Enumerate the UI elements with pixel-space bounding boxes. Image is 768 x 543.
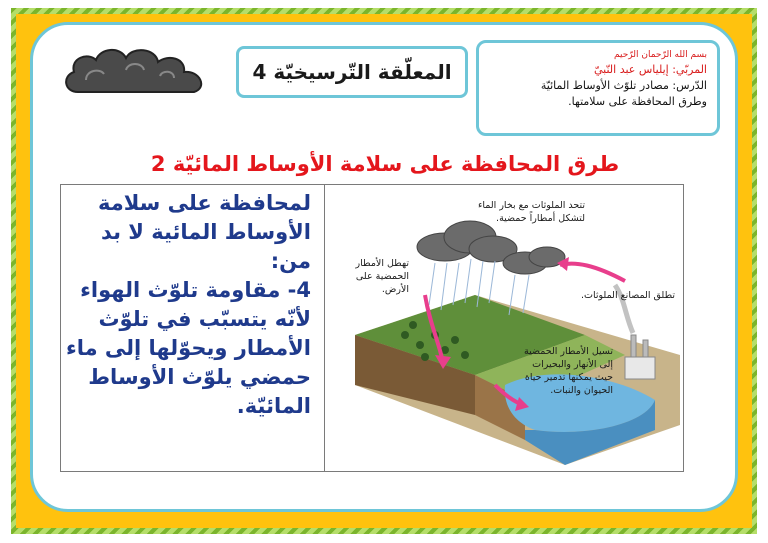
label-rivers: تسيل الأمطار الحمضية إلى الأنهار والبحيرات حيث يمكنها تدمير حياة الحيوان والنبات. <box>524 346 613 396</box>
label-factories: تطلق المصانع الملوثات. <box>581 290 675 301</box>
lesson-title-cont: وطرق المحافظة على سلامتها. <box>568 95 707 108</box>
lesson-title: الدّرس: مصادر تلوّث الأوساط المائيّة <box>540 79 707 92</box>
acid-rain-diagram <box>325 185 684 471</box>
body-line: لمحافظة على سلامة <box>97 191 311 215</box>
basmala-text: بسم الله الرّحمان الرّحيم <box>614 50 707 60</box>
label-vapor: تتحد الملوثات مع بخار الماء لتشكل أمطاراً حمضية. <box>477 200 585 224</box>
acid-rain-illustration <box>325 185 684 471</box>
lesson-info-box <box>476 40 720 136</box>
body-line: حمضي يلوّث الأوساط <box>88 365 311 389</box>
body-line: الأمطار ويحوّلها إلى ماء <box>65 336 311 360</box>
teacher-name: المربّي: إيلياس عبد النّبيّ <box>594 63 707 76</box>
content-table <box>60 184 684 472</box>
body-line: من: <box>270 249 311 273</box>
section-heading: طرق المحافظة على سلامة الأوساط المائيّة 2 <box>150 152 620 176</box>
page-title: المعلّقة التّرسيخيّة 4 <box>236 46 468 98</box>
body-line: لأنّه يتسبّب في تلوّث <box>98 307 311 331</box>
body-line: الأوساط المائية لا بد <box>100 220 311 244</box>
body-line: 4- مقاومة تلوّث الهواء <box>80 278 311 302</box>
body-text <box>61 189 315 421</box>
body-line: المائيّة. <box>236 394 311 418</box>
cloud-icon <box>56 40 220 104</box>
label-acid-rain: تهطل الأمطار الحمضية على الأرض. <box>355 258 409 295</box>
